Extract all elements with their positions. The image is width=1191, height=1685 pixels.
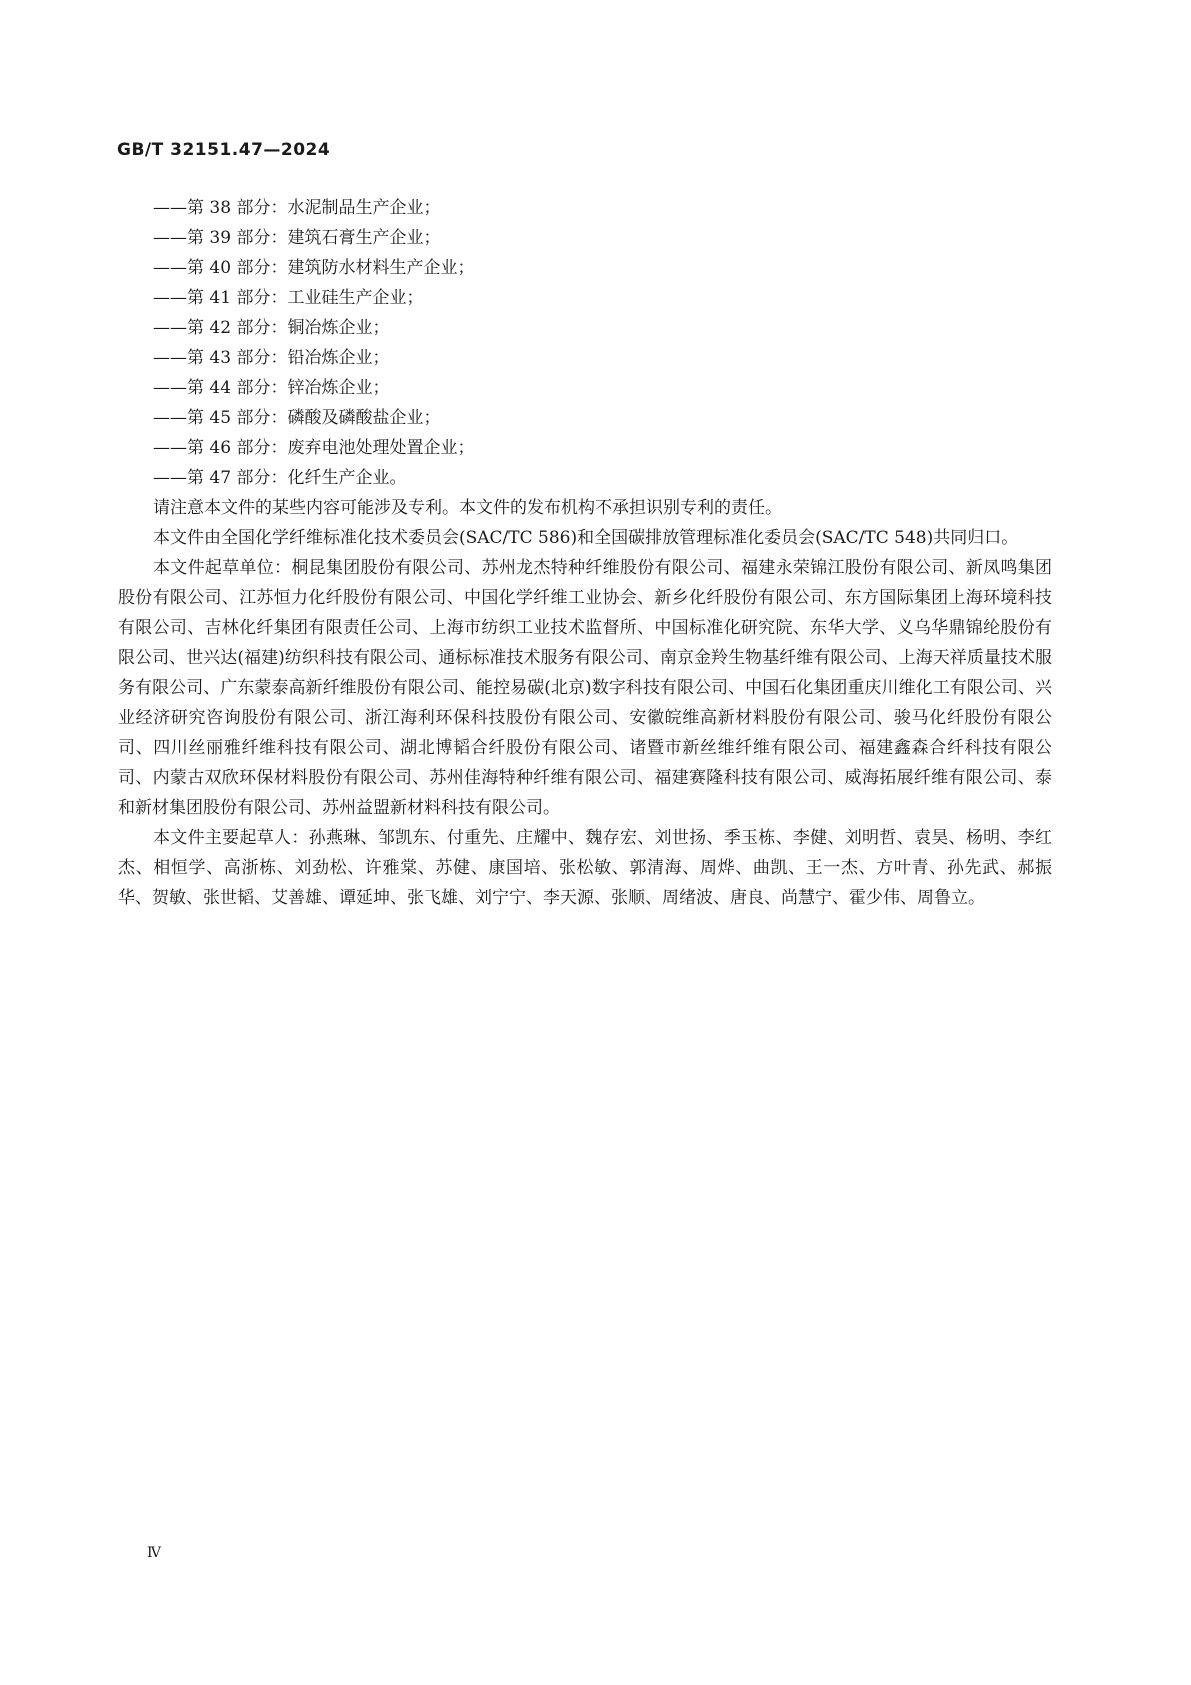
- list-item: ——第 43 部分：铅冶炼企业；: [153, 348, 390, 368]
- list-item: ——第 40 部分：建筑防水材料生产企业；: [153, 258, 475, 278]
- standard-number: GB/T 32151.47—2024: [117, 140, 331, 160]
- main-drafters: 本文件主要起草人：孙燕琳、邹凯东、付重先、庄耀中、魏存宏、刘世扬、季玉栋、李健、刘明哲、袁昊、杨明、李红杰、相恒学、高浙栋、刘劲松、许雅棠、苏健、康国培、张松敏、郭清海、周烨、曲凯、王一杰、方叶青、孙先武、郝振华、贺敏、张世韬、艾善雄、谭延坤、张飞雄、刘宁宁、李天源、张顺、周绪波、唐良、尚慧宁、霍少伟、周鲁立。: [118, 828, 1052, 908]
- page-number: Ⅳ: [147, 1545, 161, 1561]
- list-item: ——第 46 部分：废弃电池处理处置企业；: [153, 438, 475, 458]
- list-item: ——第 39 部分：建筑石膏生产企业；: [153, 228, 441, 248]
- patent-notice: 请注意本文件的某些内容可能涉及专利。本文件的发布机构不承担识别专利的责任。: [153, 498, 782, 518]
- parts-list: [118, 193, 1052, 493]
- list-item: ——第 41 部分：工业硅生产企业；: [153, 288, 424, 308]
- list-item: ——第 47 部分：化纤生产企业。: [153, 468, 407, 488]
- foreword-content: [118, 193, 1052, 913]
- list-item: ——第 42 部分：铜冶炼企业；: [153, 318, 390, 338]
- proposal-statement: 本文件由全国化学纤维标准化技术委员会(SAC/TC 586)和全国碳排放管理标准化委员会(SAC/TC 548)共同归口。: [153, 528, 1019, 548]
- drafting-units: 本文件起草单位：桐昆集团股份有限公司、苏州龙杰特种纤维股份有限公司、福建永荣锦江股份有限公司、新凤鸣集团股份有限公司、江苏恒力化纤股份有限公司、中国化学纤维工业协会、新乡化纤股份有限公司、东方国际集团上海环境科技有限公司、吉林化纤集团有限责任公司、上海市纺织工业技术监督所、中国标准化研究院、东华大学、义乌华鼎锦纶股份有限公司、世兴达(福建)纺织科技有限公司、通标标准技术服务有限公司、南京金羚生物基纤维有限公司、上海天祥质量技术服务有限公司、广东蒙泰高新纤维股份有限公司、能控易碳(北京)数字科技有限公司、中国石化集团重庆川维化工有限公司、兴业经济研究咨询股份有限公司、浙江海利环保科技股份有限公司、安徽皖维高新材料股份有限公司、骏马化纤股份有限公司、四川丝丽雅纤维科技有限公司、湖北博韬合纤股份有限公司、诸暨市新丝维纤维有限公司、福建鑫森合纤科技有限公司、内蒙古双欣环保材料股份有限公司、苏州佳海特种纤维有限公司、福建赛隆科技有限公司、威海拓展纤维有限公司、泰和新材集团股份有限公司、苏州益盟新材料科技有限公司。: [118, 558, 1052, 818]
- list-item: ——第 45 部分：磷酸及磷酸盐企业；: [153, 408, 441, 428]
- list-item: ——第 38 部分：水泥制品生产企业；: [153, 198, 441, 218]
- list-item: ——第 44 部分：锌冶炼企业；: [153, 378, 390, 398]
